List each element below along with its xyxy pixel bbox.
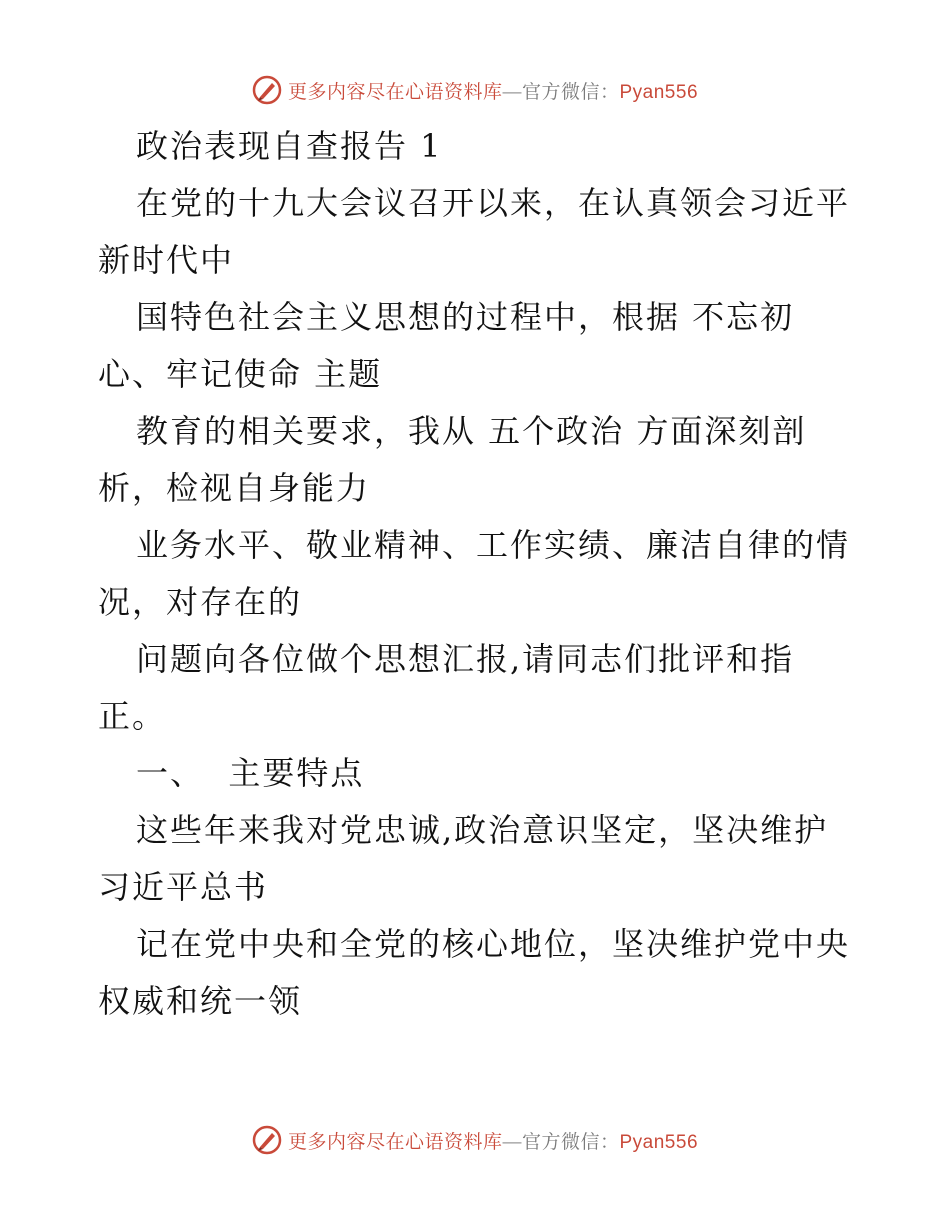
document-line: 教育的相关要求，我从 五个政治 方面深刻剖 — [136, 412, 807, 450]
pen-logo-icon — [252, 1125, 282, 1155]
document-line: 心、牢记使命 主题 — [98, 355, 383, 393]
watermark-official-label: 官方微信： — [521, 81, 620, 103]
document-line: 记在党中央和全党的核心地位，坚决维护党中央 — [136, 925, 851, 963]
pen-logo-icon — [252, 75, 282, 105]
document-line: 政治表现自查报告 1 — [136, 127, 443, 165]
document-line: 一、 主要特点 — [136, 754, 365, 792]
watermark-text — [288, 1127, 698, 1154]
document-line: 正。 — [98, 697, 167, 735]
watermark-banner-top — [0, 70, 950, 110]
document-line: 在党的十九大会议召开以来，在认真领会习近平 — [136, 184, 851, 222]
document-line: 这些年来我对党忠诚,政治意识坚定，坚决维护 — [136, 811, 829, 849]
watermark-main-text: 更多内容尽在心语资料库 — [287, 1131, 503, 1153]
watermark-wechat-id: Pyan556 — [619, 1131, 699, 1153]
document-line: 业务水平、敬业精神、工作实绩、廉洁自律的情 — [136, 526, 851, 564]
document-line: 新时代中 — [98, 241, 235, 279]
document-line: 况，对存在的 — [98, 583, 303, 621]
document-line: 析，检视自身能力 — [98, 469, 371, 507]
watermark-wechat-id: Pyan556 — [619, 81, 699, 103]
document-line: 权威和统一领 — [98, 982, 303, 1020]
document-line: 习近平总书 — [98, 868, 269, 906]
document-line: 问题向各位做个思想汇报,请同志们批评和指 — [136, 640, 795, 678]
document-body — [98, 118, 858, 1030]
watermark-separator: — — [502, 81, 522, 103]
watermark-main-text: 更多内容尽在心语资料库 — [287, 81, 503, 103]
watermark-separator: — — [502, 1131, 522, 1153]
watermark-official-label: 官方微信： — [521, 1131, 620, 1153]
document-line: 国特色社会主义思想的过程中，根据 不忘初 — [136, 298, 795, 336]
watermark-text — [288, 77, 698, 104]
watermark-banner-bottom — [0, 1120, 950, 1160]
